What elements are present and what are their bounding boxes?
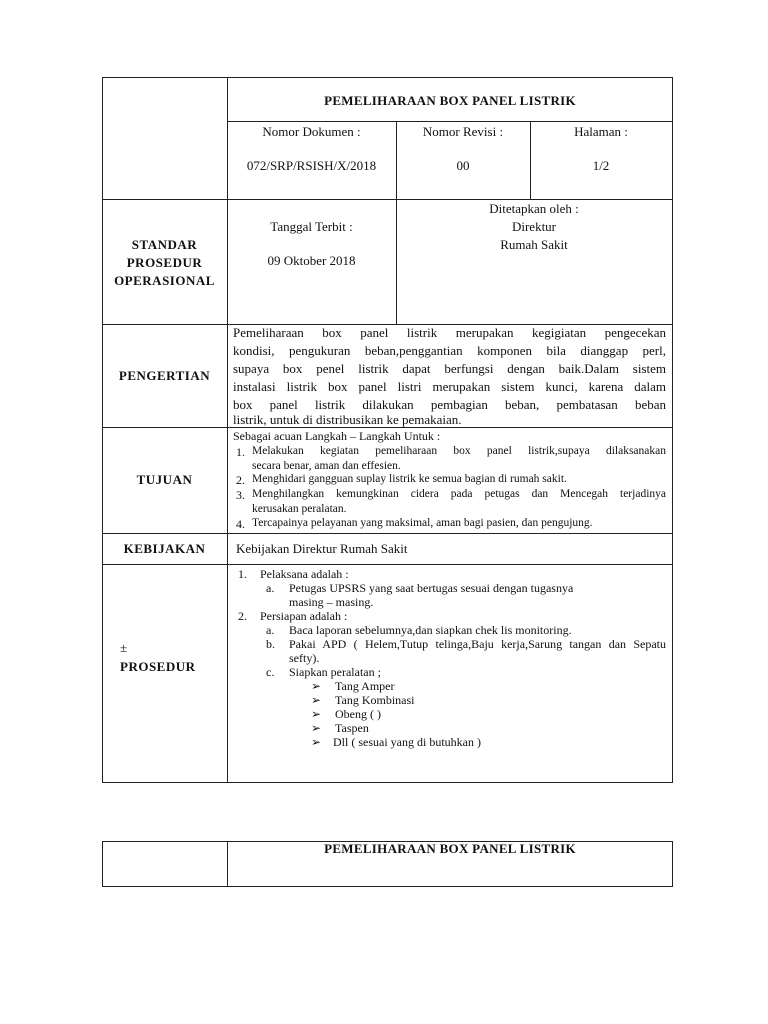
page2-title: PEMELIHARAAN BOX PANEL LISTRIK — [324, 841, 576, 856]
prosedur-item-number: 2. — [238, 609, 247, 623]
prosedur-sub-number: a. — [266, 581, 275, 595]
halaman-label: Halaman : — [574, 124, 628, 139]
prosedur-sub-number: b. — [266, 637, 275, 651]
tujuan-item-text: Menghidari gangguan suplay listrik ke semua bagian di rumah sakit. — [252, 473, 567, 485]
kebijakan-text: Kebijakan Direktur Rumah Sakit — [236, 541, 408, 556]
arrow-bullet-icon: ➢ — [311, 707, 322, 721]
pengertian-line: box panel listrik dilakukan pembagian beban, pembatasan beban — [233, 397, 666, 412]
peralatan-item: Tang Kombinasi — [335, 693, 415, 707]
prosedur-item-number: 1. — [238, 567, 247, 581]
pengertian-line: listrik, untuk di distribusikan ke pemakaian. — [233, 412, 462, 427]
peralatan-item: Dll ( sesuai yang di butuhkan ) — [333, 735, 481, 749]
ditetapkan-direktur: Direktur — [511, 219, 557, 234]
ditetapkan-oleh: Ditetapkan oleh : — [489, 201, 579, 216]
peralatan-item: Taspen — [335, 721, 369, 735]
prosedur-sub-text: Baca laporan sebelumnya,dan siapkan chek lis monitoring. — [289, 623, 572, 637]
nomor-revisi-value: 00 — [456, 158, 470, 173]
prosedur-sub-text: sefty). — [289, 651, 320, 665]
kebijakan-label: KEBIJAKAN — [123, 541, 206, 556]
prosedur-sub-text: masing – masing. — [289, 595, 374, 609]
halaman-value: 1/2 — [592, 158, 610, 173]
tujuan-item-number: 2. — [236, 473, 245, 487]
peralatan-item: Obeng ( ) — [335, 707, 381, 721]
prosedur-sub-text: Petugas UPSRS yang saat bertugas sesuai dengan tugasnya — [289, 581, 574, 595]
prosedur-item-text: Persiapan adalah : — [260, 609, 348, 623]
tujuan-item-text: kerusakan peralatan. — [252, 503, 347, 515]
prosedur-sub-text: Siapkan peralatan ; — [289, 665, 381, 679]
tujuan-item-text: Menghilangkan kemungkinan cidera pada petugas dan Mencegah terjadinya — [252, 488, 666, 500]
pengertian-line: supaya box penel listrik dapat berfungsi dengan baik.Dalam sistem — [233, 361, 666, 376]
arrow-bullet-icon: ➢ — [311, 693, 322, 707]
tanggal-terbit-value: 09 Oktober 2018 — [267, 253, 356, 268]
pengertian-line: instalasi listrik box panel listri merupakan sistem kunci, karena dalam — [233, 379, 666, 394]
pengertian-line: Pemeliharaan box panel listrik merupakan kegigiatan pengecekan — [233, 325, 666, 340]
nomor-revisi-label: Nomor Revisi : — [422, 124, 504, 139]
prosedur-label: PROSEDUR — [120, 659, 196, 674]
arrow-bullet-icon: ➢ — [311, 679, 322, 693]
tujuan-item-number: 4. — [236, 517, 245, 531]
sop-label-line-3: OPERASIONAL — [114, 273, 215, 288]
ditetapkan-rumah-sakit: Rumah Sakit — [500, 237, 568, 252]
arrow-bullet-icon: ➢ — [311, 721, 322, 735]
prosedur-sub-number: a. — [266, 623, 275, 637]
tanggal-terbit-label: Tanggal Terbit : — [270, 219, 353, 234]
tujuan-item-number: 1. — [236, 445, 245, 459]
pengertian-label: PENGERTIAN — [118, 368, 211, 383]
tujuan-item-text: secara benar, aman dan effesien. — [252, 460, 401, 472]
arrow-bullet-icon: ➢ — [311, 735, 322, 749]
sop-label-line-1: STANDAR — [131, 237, 198, 252]
peralatan-item: Tang Amper — [335, 679, 395, 693]
tujuan-label: TUJUAN — [136, 472, 193, 487]
pengertian-line: kondisi, pengukuran beban,penggantian komponen bila dianggap perl, — [233, 343, 666, 358]
tujuan-intro: Sebagai acuan Langkah – Langkah Untuk : — [233, 429, 441, 443]
prosedur-symbol: ± — [120, 640, 128, 655]
nomor-dokumen-label: Nomor Dokumen : — [262, 124, 361, 139]
tujuan-item-text: Tercapainya pelayanan yang maksimal, aman bagi pasien, dan pengujung. — [252, 517, 593, 529]
nomor-dokumen-value: 072/SRP/RSISH/X/2018 — [246, 158, 377, 173]
prosedur-sub-number: c. — [266, 665, 275, 679]
document-title: PEMELIHARAAN BOX PANEL LISTRIK — [324, 93, 576, 108]
sop-label-line-2: PROSEDUR — [126, 255, 203, 270]
tujuan-item-number: 3. — [236, 488, 245, 502]
prosedur-sub-text: Pakai APD ( Helem,Tutup telinga,Baju kerja,Sarung tangan dan Sepatu — [289, 637, 666, 651]
tujuan-item-text: Melakukan kegiatan pemeliharaan box panel listrik,supaya dilaksanakan — [252, 445, 666, 457]
prosedur-item-text: Pelaksana adalah : — [260, 567, 349, 581]
